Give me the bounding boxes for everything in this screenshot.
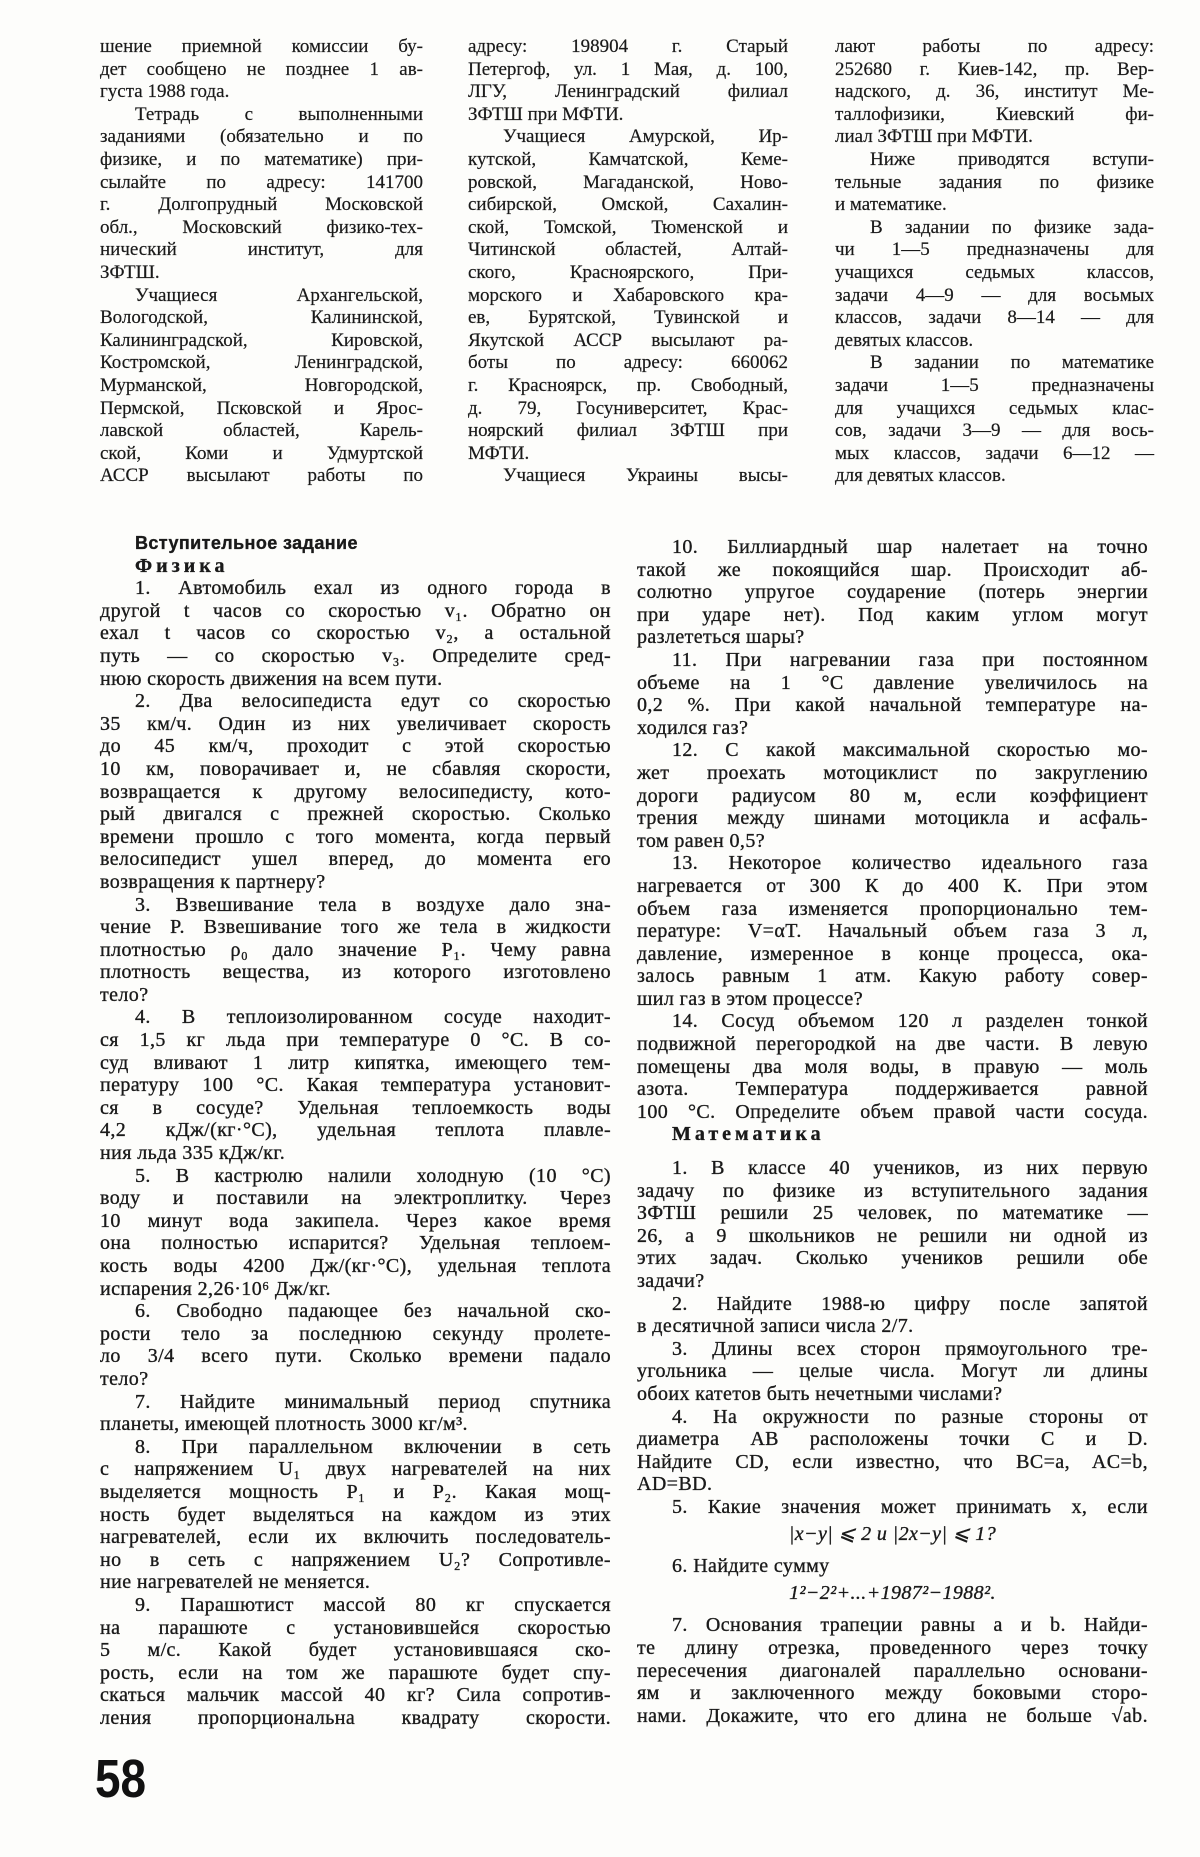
text-line: ходился газ? (637, 716, 749, 739)
text-line: лают работы по адресу: (835, 36, 1154, 57)
paragraph-first-line: 3. Длины всех сторон прямоугольного тре- (672, 1337, 1148, 1360)
text-line: 10 минут вода закипела. Через какое время (100, 1209, 611, 1232)
text-line: 0,2 %. При какой начальной температуре на- (637, 694, 1148, 717)
text-line: суд вливают 1 литр кипятка, имеющего тем- (100, 1051, 611, 1074)
text-line: нюю скорость движения на всем пути. (100, 667, 443, 690)
text-line: ность будет выделяться на каждом из этих (100, 1503, 611, 1526)
text-line: воду и поставили на электроплитку. Через (100, 1187, 611, 1210)
paragraph-first-line: 4. В теплоизолированном сосуде находит- (135, 1006, 611, 1029)
text-line: объеме на 1 °С давление увеличилось на (637, 671, 1148, 694)
physics-tasks-column (100, 532, 611, 1729)
text-line: AD=BD. (637, 1473, 713, 1496)
text-line: пературе: V=αT. Начальный объем газа 3 л, (637, 920, 1148, 943)
paragraph-first-line: 11. При нагревании газа при постоянном (672, 648, 1148, 671)
text-line: девятых классов. (835, 329, 974, 351)
paragraph-first-line: 8. При параллельном включении в сеть (135, 1435, 611, 1458)
text-line: и математике. (835, 194, 947, 216)
paragraph-first-line: 14. Сосуд объемом 120 л разделен тонкой (672, 1010, 1148, 1033)
text-line: азота. Температура поддерживается равной (637, 1078, 1148, 1101)
text-line: давление, измеренное в конце процесса, ока- (637, 942, 1148, 965)
text-line: кость воды 4200 Дж/(кг·°С), удельная теплота (100, 1255, 611, 1277)
text-line: МФТИ. (468, 442, 530, 464)
text-line: чи 1—5 предназначены для (835, 239, 1154, 261)
text-line: таллофизики, Киевский фи- (835, 103, 1154, 125)
text-line: ровской, Магаданской, Ново- (468, 171, 788, 193)
text-line: 26, а 9 школьников не решили ни одной из (637, 1224, 1148, 1247)
text-line: ехал t часов со скоростью v₂, а остальной (100, 622, 611, 645)
text-line: солютно упругое соударение (потерь энергии (637, 581, 1148, 604)
text-line: мых классов, задачи 6—12 — (835, 442, 1154, 464)
text-line: для учащихся седьмых клас- (835, 397, 1154, 419)
text-line: обл., Московский физико-тех- (100, 216, 423, 238)
text-line: 252680 г. Киев-142, пр. Вер- (835, 58, 1154, 80)
text-line: велосипедист ушел вперед, до момента его (100, 848, 611, 871)
text-line: плотность вещества, из которого изготовлено (100, 961, 611, 984)
text-line: Пермской, Псковской и Ярос- (100, 397, 423, 419)
text-line: ЗФТШ решили 25 человек, по математике — (637, 1202, 1148, 1225)
text-line: ев, Бурятской, Тувинской и (468, 307, 788, 329)
text-line: адресу: 198904 г. Старый (468, 36, 788, 57)
text-line: физике, и по математике) при- (100, 148, 423, 170)
text-line: плотностью ρ₀ дало значение P₁. Чему равна (100, 938, 611, 961)
paragraph-first-line: 6. Свободно падающее без начальной ско- (135, 1300, 611, 1323)
subject-heading: Физика (135, 554, 229, 577)
text-line: 5 м/с. Какой будет установившаяся ско- (100, 1639, 611, 1662)
text-line: 35 км/ч. Один из них увеличивает скорость (100, 712, 611, 735)
formula-line: |x−y| ⩽ 2 и |2x−y| ⩽ 1? (788, 1522, 997, 1545)
text-line: рый двигался с прежней скоростью. Сколько (100, 803, 611, 826)
text-line: при ударе нет). Под каким углом могут (637, 603, 1148, 626)
text-line: ЗФТШ. (100, 261, 160, 283)
text-line: 10 км, поворачивает и, не сбавляя скорости, (100, 757, 611, 780)
subject-heading: Математика (672, 1123, 825, 1146)
text-line: нами. Докажите, что его длина не больше √ab. (637, 1704, 1148, 1727)
paragraph-first-line: Ниже приводятся вступи- (870, 148, 1154, 170)
text-line: Читинской областей, Алтай- (468, 239, 788, 261)
text-line: ся в сосуде? Удельная теплоемкость воды (100, 1096, 611, 1119)
text-line: для девятых классов. (835, 465, 1006, 487)
paragraph-first-line: 9. Парашютист массой 80 кг спускается (135, 1593, 611, 1616)
text-line: ям и заключенного между боковыми сторо- (637, 1682, 1148, 1705)
text-line: подвижной перегородкой на две части. В левую (637, 1033, 1148, 1056)
paragraph-first-line: В задании по физике зада- (870, 216, 1154, 238)
text-line: учащихся седьмых классов, (835, 261, 1154, 283)
text-line: 100 °С. Определите объем правой части сосуда. (637, 1100, 1148, 1123)
paragraph-first-line: 6. Найдите сумму (672, 1555, 830, 1578)
text-line: нический институт, для (100, 239, 423, 261)
text-line: помещены два моля воды, в правую — моль (637, 1055, 1148, 1078)
text-line: ского, Красноярского, При- (468, 261, 788, 283)
paragraph-first-line: 3. Взвешивание тела в воздухе дало зна- (135, 893, 611, 916)
text-line: чение P. Взвешивание того же тела в жидкости (100, 916, 611, 939)
text-line: кутской, Камчатской, Кеме- (468, 148, 788, 170)
text-line: путь — со скоростью v₃. Определите сред- (100, 644, 611, 667)
text-line: дет сообщено не позднее 1 ав- (100, 58, 423, 80)
paragraph-first-line: 2. Два велосипедиста едут со скоростью (135, 690, 611, 713)
text-line: ЛГУ, Ленинградский филиал (468, 81, 788, 103)
text-line: 4,2 кДж/(кг·°С), удельная теплота плавле- (100, 1119, 611, 1142)
text-line: морского и Хабаровского кра- (468, 284, 788, 306)
text-line: диаметра AB расположены точки C и D. (637, 1428, 1148, 1451)
text-line: до 45 км/ч, проходит с этой скоростью (100, 735, 611, 758)
text-line: ния льда 335 кДж/кг. (100, 1142, 286, 1165)
paragraph-first-line: 5. Какие значения может принимать x, если (672, 1495, 1148, 1518)
text-line: надского, д. 36, институт Ме- (835, 81, 1154, 103)
paragraph-first-line: 5. В кастрюлю налили холодную (10 °С) (135, 1164, 611, 1187)
text-line: ЗФТШ при МФТИ. (468, 103, 624, 125)
text-line: объем газа изменяется пропорционально тем- (637, 897, 1148, 920)
text-line: задачи? (637, 1270, 705, 1292)
formula-line: 1²−2²+...+1987²−1988². (789, 1581, 996, 1604)
paragraph-first-line: 13. Некоторое количество идеального газа (672, 852, 1148, 875)
paragraph-first-line: 7. Найдите минимальный период спутника (135, 1390, 611, 1413)
intro-column-2 (468, 36, 788, 488)
text-line: нагревателей, если их включить последователь- (100, 1526, 611, 1549)
paragraph-first-line: 1. В классе 40 учеников, из них первую (672, 1157, 1148, 1180)
text-line: возвращения к партнеру? (100, 870, 326, 893)
text-line: Костромской, Ленинградской, (100, 352, 423, 374)
text-line: ской, Томской, Тюменской и (468, 216, 788, 238)
section-heading: Вступительное задание (135, 533, 358, 553)
text-line: классов, задачи 8—14 — для (835, 307, 1154, 329)
text-line: планеты, имеющей плотность 3000 кг/м³. (100, 1413, 468, 1436)
text-line: г. Красноярск, пр. Свободный, (468, 374, 788, 396)
paragraph-first-line: 1. Автомобиль ехал из одного города в (135, 577, 611, 600)
paragraph-first-line: 10. Биллиардный шар налетает на точно (672, 536, 1148, 558)
text-line: том равен 0,5? (637, 829, 766, 852)
text-line: тело? (100, 983, 149, 1006)
text-line: с напряжением U₁ двух нагревателей на них (100, 1458, 611, 1481)
text-line: г. Долгопрудный Московской (100, 194, 423, 216)
text-line: скаться мальчик массой 40 кг? Сила сопротив- (100, 1684, 611, 1707)
paragraph-first-line: Учащиеся Архангельской, (135, 284, 423, 306)
physics-math-tasks-column (637, 536, 1148, 1727)
text-line: другой t часов со скоростью v₁. Обратно он (100, 599, 611, 622)
text-line: сибирской, Омской, Сахалин- (468, 194, 788, 216)
text-line: шение приемной комиссии бу- (100, 36, 423, 57)
text-line: обоих катетов быть нечетными числами? (637, 1382, 1003, 1405)
text-line: АССР высылают работы по (100, 465, 423, 487)
text-line: сов, задачи 3—9 — для вось- (835, 420, 1154, 442)
intro-column-1 (100, 36, 423, 488)
text-line: дороги радиусом 80 м, если коэффициент (637, 784, 1148, 807)
text-line: тельные задания по физике (835, 171, 1154, 193)
text-line: боты по адресу: 660062 (468, 352, 788, 374)
text-line: угольника — целые числа. Могут ли длины (637, 1360, 1148, 1383)
text-line: Вологодской, Калининской, (100, 307, 423, 329)
text-line: ло 3/4 всего пути. Сколько времени падало (100, 1345, 611, 1368)
text-line: рости тело за последнюю секунду пролете- (100, 1322, 611, 1345)
text-line: Петергоф, ул. 1 Мая, д. 100, (468, 58, 788, 80)
text-line: разлететься шары? (637, 626, 805, 649)
text-line: жет проехать мотоциклист по закруглению (637, 761, 1148, 784)
text-line: залось равным 1 атм. Какую работу совер- (637, 965, 1148, 988)
text-line: те длину отрезка, проведенного через точку (637, 1636, 1148, 1659)
paragraph-first-line: 12. С какой максимальной скоростью мо- (672, 739, 1148, 762)
text-line: задачи 1—5 предназначены (835, 374, 1154, 396)
text-line: ся 1,5 кг льда при температуре 0 °С. В со- (100, 1029, 611, 1052)
text-line: на парашюте с установившейся скоростью (100, 1616, 611, 1639)
text-line: Якутской АССР высылают ра- (468, 329, 788, 351)
text-line: выделяется мощность P₁ и P₂. Какая мощ- (100, 1480, 611, 1503)
text-line: трения между шинами мотоцикла и асфаль- (637, 807, 1148, 830)
text-line: в десятичной записи числа 2/7. (637, 1315, 914, 1338)
text-line: времени прошло с того момента, когда первый (100, 825, 611, 848)
paragraph-first-line: 2. Найдите 1988-ю цифру после запятой (672, 1292, 1148, 1315)
text-line: шил газ в этом процессе? (637, 987, 863, 1010)
paragraph-first-line: Тетрадь с выполненными (135, 103, 423, 125)
text-line: лавской областей, Карель- (100, 420, 423, 442)
text-line: ноярский филиал ЗФТШ при (468, 420, 788, 442)
text-line: возвращается к другому велосипедисту, кото- (100, 780, 611, 803)
text-line: нагревается от 300 К до 400 К. При этом (637, 874, 1148, 897)
page-number: 58 (95, 1749, 147, 1809)
text-line: пересечения диагоналей параллельно основани- (637, 1659, 1148, 1682)
text-line: Калининградской, Кировской, (100, 329, 423, 351)
text-line: заданиями (обязательно и по (100, 126, 423, 148)
paragraph-first-line: В задании по математике (870, 352, 1154, 374)
text-line: задачи 4—9 — для восьмых (835, 284, 1154, 306)
paragraph-first-line: 4. На окружности по разные стороны от (672, 1405, 1148, 1428)
text-line: тело? (100, 1367, 149, 1390)
text-line: д. 79, Госуниверситет, Крас- (468, 397, 788, 419)
text-line: Мурманской, Новгородской, (100, 374, 423, 396)
text-line: она полностью испарится? Удельная теплоем- (100, 1232, 611, 1255)
paragraph-first-line: 7. Основания трапеции равны a и b. Найди- (672, 1614, 1148, 1637)
text-line: ления пропорциональна квадрату скорости. (100, 1706, 611, 1729)
text-line: густа 1988 года. (100, 81, 230, 103)
text-line: ской, Коми и Удмуртской (100, 442, 423, 464)
text-line: но в сеть с напряжением U₂? Сопротивле- (100, 1548, 611, 1571)
text-line: этих задач. Сколько учеников решили обе (637, 1247, 1148, 1270)
paragraph-first-line: Учащиеся Амурской, Ир- (503, 126, 788, 148)
text-line: рость, если на том же парашюте будет спу- (100, 1661, 611, 1684)
paragraph-first-line: Учащиеся Украины высы- (503, 465, 788, 487)
text-line: испарения 2,26·10⁶ Дж/кг. (100, 1277, 331, 1300)
text-line: такой же покоящийся шар. Происходит аб- (637, 558, 1148, 581)
text-line: сылайте по адресу: 141700 (100, 171, 423, 193)
intro-column-3 (835, 36, 1154, 488)
text-line: Найдите CD, если известно, что BC=a, AC=b, (637, 1450, 1148, 1473)
text-line: пературу 100 °С. Какая температура установит- (100, 1074, 611, 1097)
text-line: ние нагревателей не меняется. (100, 1571, 371, 1594)
text-line: лиал ЗФТШ при МФТИ. (835, 126, 1033, 148)
text-line: задачу по физике из вступительного задания (637, 1179, 1148, 1202)
